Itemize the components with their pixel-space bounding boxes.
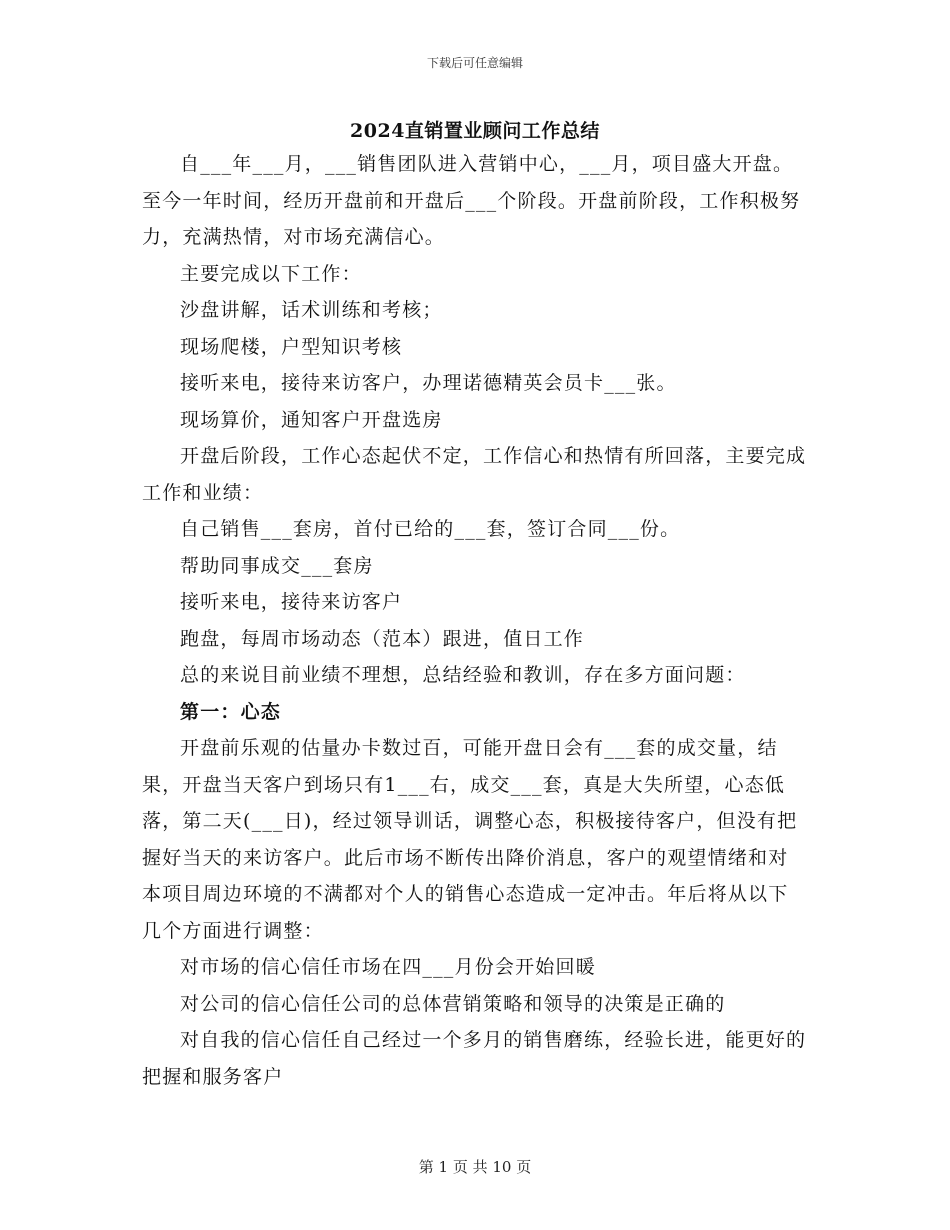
section-heading-mindset: 第一：心态	[180, 700, 282, 723]
paragraph-item-calls: 接听来电，接待来访客户，办理诺德精英会员卡___张。	[180, 372, 677, 394]
paragraph-intro: 自___年___月，___销售团队进入营销中心，___月，项目盛大开盘。至今一年时间，经历开盘前和开盘后___个阶段。开盘前阶段，工作积极努力，充满热情，对市场充满信心。	[142, 153, 801, 248]
paragraph-item-own-sales: 自己销售___套房，首付已给的___套，签订合同___份。	[180, 518, 681, 540]
paragraph-item-pricing: 现场算价，通知客户开盘选房	[180, 408, 443, 431]
document-title: 2024直销置业顾问工作总结	[350, 120, 600, 142]
paragraph-confidence-company: 对公司的信心信任公司的总体营销策略和领导的决策是正确的	[180, 992, 726, 1015]
paragraph-item-reception: 接听来电，接待来访客户	[180, 591, 403, 613]
paragraph-confidence-market: 对市场的信心信任市场在四___月份会开始回暖	[180, 956, 596, 978]
paragraph-item-market: 跑盘，每周市场动态（范本）跟进，值日工作	[180, 627, 585, 650]
paragraph-confidence-self: 对自我的信心信任自己经过一个多月的销售磨练，经验长进，能更好的把握和服务客户	[142, 1029, 807, 1088]
paragraph-item-site: 现场爬楼，户型知识考核	[180, 335, 403, 358]
document-body	[142, 146, 808, 1095]
page-header-note: 下载后可任意编辑	[426, 56, 523, 70]
paragraph-item-sandtable: 沙盘讲解，话术训练和考核；	[180, 299, 443, 321]
paragraph-item-help-colleague: 帮助同事成交___套房	[180, 554, 374, 577]
paragraph-summary: 总的来说目前业绩不理想，总结经验和教训，存在多方面问题：	[180, 664, 746, 686]
paragraph-mindset-detail: 开盘前乐观的估量办卡数过百，可能开盘日会有___套的成交量，结果，开盘当天客户到场只有1___右，成交___套，真是大失所望，心态低落，第二天(___日)，经过领导训话，调整心态，积极接待客户，但没有把握好当天的来访客户。此后市场不断传出降价消息，客户的观望情绪和对本项目周边环境的不满都对个人的销售心态造成一定冲击。年后将从以下几个方面进行调整：	[142, 737, 798, 942]
paragraph-after-opening: 开盘后阶段，工作心态起伏不定，工作信心和热情有所回落，主要完成工作和业绩：	[142, 445, 807, 504]
paragraph-main-work: 主要完成以下工作：	[180, 262, 362, 285]
page-number: 第 1 页 共 10 页	[418, 1158, 532, 1176]
